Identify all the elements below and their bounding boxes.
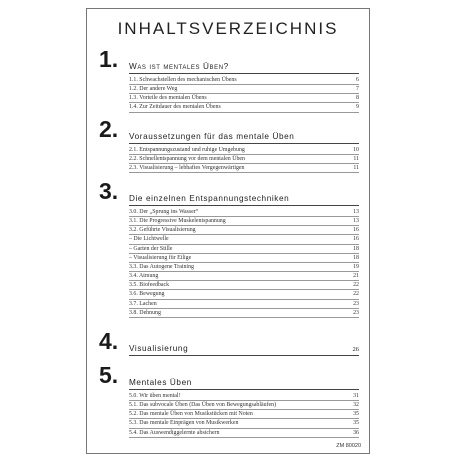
entry-list — [129, 208, 359, 318]
entry-page: 22 — [353, 282, 359, 289]
toc-entry[interactable] — [129, 103, 359, 112]
entry-text: 3.2. Geführte Visualisierung — [129, 227, 196, 234]
toc-entry[interactable] — [129, 235, 359, 244]
entry-text: 5.0. Wir üben mental! — [129, 393, 181, 399]
entry-page: 16 — [353, 236, 359, 243]
entry-text: 3.0. Der „Sprung ins Wasser“ — [129, 209, 199, 215]
toc-entry[interactable] — [129, 401, 359, 410]
toc-entry[interactable] — [129, 419, 359, 428]
entry-page: 31 — [353, 393, 359, 399]
entry-text: 1.4. Zur Zeitdauer des mentalen Übens — [129, 104, 221, 111]
entry-page: 35 — [353, 411, 359, 418]
entry-page: 7 — [356, 86, 359, 93]
toc-section-1 — [99, 46, 359, 113]
section-title: Die einzelnen Entspannungstechniken — [129, 194, 290, 203]
toc-entry[interactable] — [129, 392, 359, 401]
entry-text: – Visualisierung für Eilige — [129, 254, 192, 261]
entry-text: 2.2. Schnellentspannung vor dem mentalen Üben — [129, 156, 245, 163]
entry-page: 32 — [353, 402, 359, 409]
entry-text: 3.7. Lachen — [129, 300, 157, 307]
toc-entry[interactable] — [129, 85, 359, 94]
entry-text: 2.3. Visualisierung – lebhaftes Vergegenwärtigen — [129, 165, 245, 172]
entry-page: 6 — [356, 77, 359, 83]
toc-entry[interactable] — [129, 281, 359, 290]
entry-page: 19 — [353, 263, 359, 270]
entry-page: 16 — [353, 227, 359, 234]
entry-text: 1.2. Der andere Weg — [129, 86, 178, 93]
toc-entry[interactable] — [129, 76, 359, 85]
toc-section-3 — [99, 178, 359, 318]
section-number: 1. — [99, 46, 119, 72]
section-number: 5. — [99, 362, 119, 388]
entry-page: 9 — [356, 104, 359, 111]
entry-text: 3.6. Bewegung — [129, 291, 165, 298]
entry-list — [129, 76, 359, 113]
entry-list — [129, 146, 359, 173]
entry-page: 13 — [353, 209, 359, 215]
section-heading — [99, 46, 359, 73]
section-rule — [129, 143, 359, 144]
entry-page: 8 — [356, 95, 359, 102]
toc-entry[interactable] — [129, 429, 359, 438]
section-heading[interactable] — [99, 328, 359, 355]
entry-text: 3.1. Die Progressive Muskelentspannung — [129, 218, 226, 225]
entry-page: 11 — [353, 165, 359, 172]
toc-entry[interactable] — [129, 226, 359, 235]
entry-page: 10 — [353, 147, 359, 153]
section-page: 26 — [352, 346, 359, 353]
entry-page: 21 — [353, 273, 359, 280]
toc-entry[interactable] — [129, 146, 359, 155]
toc-entry[interactable] — [129, 263, 359, 272]
section-rule — [129, 205, 359, 206]
entry-text: 3.4. Atmung — [129, 273, 159, 280]
section-title: Visualisierung — [129, 344, 189, 353]
entry-page: 23 — [353, 309, 359, 316]
entry-text: 1.1. Schwachstellen des mechanischen Übens — [129, 77, 237, 83]
section-title: Mentales Üben — [129, 378, 192, 387]
entry-text: 5.3. Das mentale Einprägen von Musikwerken — [129, 420, 239, 427]
entry-text: 3.8. Dehnung — [129, 309, 161, 316]
section-rule — [129, 355, 359, 356]
toc-entry[interactable] — [129, 290, 359, 299]
entry-page: 23 — [353, 300, 359, 307]
toc-entry[interactable] — [129, 217, 359, 226]
toc-entry[interactable] — [129, 410, 359, 419]
entry-text: 1.3. Vorteile des mentalen Übens — [129, 95, 207, 102]
section-heading — [99, 116, 359, 143]
entry-text: 2.1. Entspannungszustand und ruhige Umgebung — [129, 147, 245, 153]
section-number: 4. — [99, 328, 119, 354]
catalog-code: ZM 80020 — [336, 443, 361, 449]
entry-page: 22 — [353, 291, 359, 298]
toc-entry[interactable] — [129, 94, 359, 103]
entry-text: 3.5. Biofeedback — [129, 282, 170, 289]
toc-entry[interactable] — [129, 300, 359, 309]
entry-page: 35 — [353, 420, 359, 427]
section-number: 3. — [99, 178, 119, 204]
entry-text: 5.2. Das mentale Üben von Musikstücken mit Noten — [129, 411, 253, 418]
entry-text: – Die Lichtwelle — [129, 236, 169, 243]
section-title: Was ist mentales Üben? — [129, 62, 229, 71]
toc-page — [86, 8, 370, 454]
entry-list — [129, 392, 359, 438]
section-heading — [99, 362, 359, 389]
entry-page: 18 — [353, 254, 359, 261]
toc-entry[interactable] — [129, 254, 359, 263]
toc-entry[interactable] — [129, 272, 359, 281]
entry-text: 5.4. Das Auswendiggelernte absichern — [129, 429, 220, 436]
entry-text: – Garten der Stille — [129, 245, 173, 252]
toc-section-2 — [99, 116, 359, 173]
section-title: Voraussetzungen für das mentale Üben — [129, 132, 295, 141]
entry-page: 36 — [353, 429, 359, 436]
toc-entry[interactable] — [129, 155, 359, 164]
toc-entry[interactable] — [129, 309, 359, 318]
toc-entry[interactable] — [129, 164, 359, 173]
toc-section-4 — [99, 328, 359, 356]
toc-section-5 — [99, 362, 359, 438]
entry-text: 3.3. Das Autogene Training — [129, 263, 194, 270]
section-heading — [99, 178, 359, 205]
section-number: 2. — [99, 116, 119, 142]
entry-page: 13 — [353, 218, 359, 225]
entry-text: 5.1. Das subvocale Üben (Das Üben von Bewegungsabläufen) — [129, 402, 277, 409]
section-title-row — [129, 344, 359, 353]
toc-entry[interactable] — [129, 208, 359, 217]
page-title: INHALTSVERZEICHNIS — [117, 19, 339, 38]
section-rule — [129, 73, 359, 74]
section-rule — [129, 389, 359, 390]
entry-page: 18 — [353, 245, 359, 252]
toc-entry[interactable] — [129, 245, 359, 254]
entry-page: 11 — [353, 156, 359, 163]
